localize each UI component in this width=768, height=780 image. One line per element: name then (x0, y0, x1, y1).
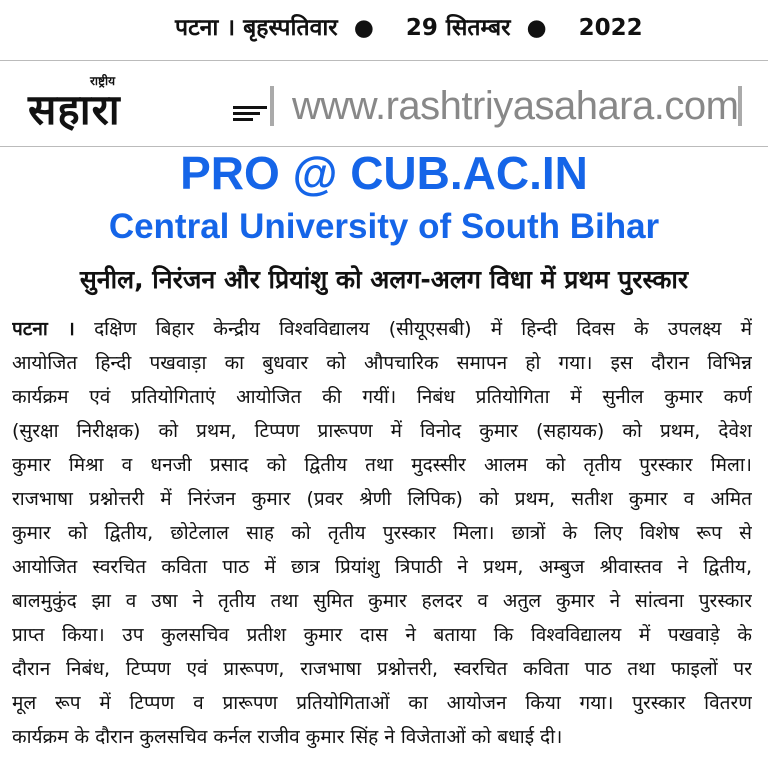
dateline-year: 2022 (578, 15, 643, 41)
dateline-city: पटना (175, 15, 219, 41)
logo-stripes-icon (233, 106, 267, 124)
logo-subtitle: राष्ट्रीय (90, 74, 116, 88)
newspaper-logo (28, 72, 268, 138)
masthead-separator (738, 86, 742, 126)
article-line: प्राप्त किया। उप कुलसचिव प्रतीश कुमार दास ने बताया कि विश्वविद्यालय में पखवाड़े के (12, 624, 752, 646)
dateline-separator: । (226, 15, 236, 41)
pro-email-banner: PRO @ CUB.AC.IN (180, 147, 588, 199)
website-url: www.rashtriyasahara.com (292, 84, 739, 128)
university-name: Central University of South Bihar (108, 207, 660, 246)
article-line: मूल रूप में टिप्पण व प्रारूपण प्रतियोगिताओं का आयोजन किया गया। पुरस्कार वितरण (12, 692, 752, 714)
newspaper-dateline (175, 10, 735, 46)
top-divider (0, 60, 768, 61)
article-headline: सुनील, निरंजन और प्रियांशु को अलग-अलग विधा में प्रथम पुरस्कार (79, 265, 689, 294)
article-line: राजभाषा प्रश्नोत्तरी में निरंजन कुमार (प्रवर श्रेणी लिपिक) को प्रथम, सतीश कुमार व अमित (12, 488, 752, 510)
article-line: दौरान निबंध, टिप्पण एवं प्रारूपण, राजभाषा प्रश्नोत्तरी, स्वरचित कविता पाठ तथा फाइलों पर (12, 658, 752, 680)
article-line: आयोजित हिन्दी पखवाड़ा का बुधवार को औपचारिक समापन हो गया। इस दौरान विभिन्न (12, 352, 752, 374)
masthead-separator (270, 86, 274, 126)
article-line: कार्यक्रम के दौरान कुलसचिव कर्नल राजीव कुमार सिंह ने विजेताओं को बधाई दी। (12, 726, 563, 748)
article-line: (सुरक्षा निरीक्षक) को प्रथम, टिप्पण प्रारूपण में विनोद कुमार (सहायक) को प्रथम, देवेश (12, 420, 752, 442)
bullet-icon: ● (345, 15, 398, 41)
article-line: पटना । दक्षिण बिहार केन्द्रीय विश्वविद्यालय (सीयूएसबी) में हिन्दी दिवस के उपलक्ष्य में (12, 318, 752, 340)
dateline-date: 29 सितम्बर (405, 15, 511, 41)
article-line: कुमार मिश्रा व धनजी प्रसाद को द्वितीय तथा मुदस्सीर आलम को तृतीय पुरस्कार मिला। (12, 454, 752, 476)
article-dateline: पटना । (12, 318, 75, 340)
dateline-day: बृहस्पतिवार (243, 15, 338, 41)
masthead (0, 66, 768, 146)
article-body (12, 312, 752, 754)
article-line: बालमुकुंद झा व उषा ने तृतीय तथा सुमित कुमार हलदर व अतुल कुमार ने सांत्वना पुरस्कार (12, 590, 752, 612)
logo-title: सहारा (28, 85, 121, 134)
article-line: कुमार को द्वितीय, छोटेलाल साह को तृतीय पुरस्कार मिला। छात्रों के लिए विशेष रूप से (12, 522, 752, 544)
bullet-icon: ● (518, 15, 571, 41)
article-line: आयोजित स्वरचित कविता पाठ में छात्र प्रियांशु त्रिपाठी ने प्रथम, अम्बुज श्रीवास्तव ने द्वितीय, (12, 556, 752, 578)
article-line: कार्यक्रम एवं प्रतियोगिताएं आयोजित की गयीं। निबंध प्रतियोगिता में सुनील कुमार कर्ण (12, 386, 752, 408)
